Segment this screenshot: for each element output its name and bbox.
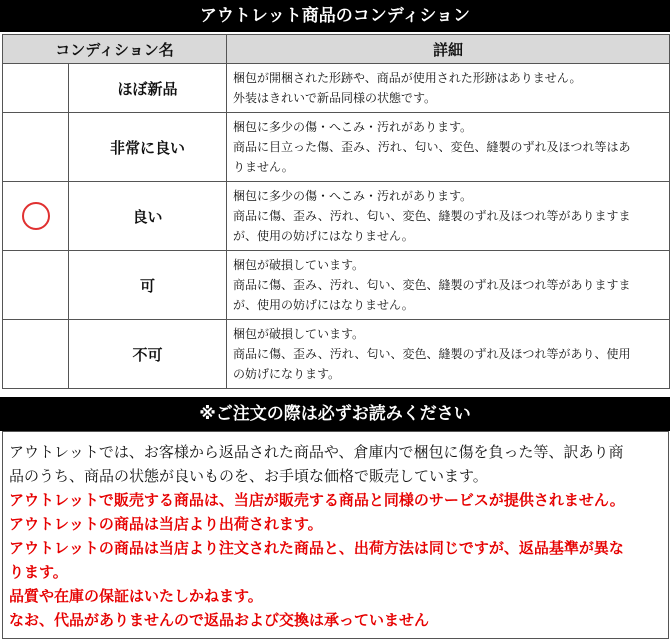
detail-line: 梱包に多少の傷・へこみ・汚れがあります。 [233,120,473,134]
table-row [3,320,670,389]
grade-name: 非常に良い [69,113,227,182]
detail-line: 商品に傷、歪み、汚れ、匂い、変色、縫製のずれ及ほつれ等があり、使用 [233,347,631,361]
notice-warning-line: アウトレットで販売する商品は、当店が販売する商品と同様のサービスが提供されません。 [9,491,625,509]
detail-line: 外装はきれいで新品同様の状態です。 [233,91,437,105]
grade-column-header: コンディション名 [3,35,227,64]
grade-detail [227,251,670,320]
notice-warning-line: ります。 [9,563,68,581]
detail-line: が、使用の妨げにはなりません。 [233,229,414,243]
mark-cell [3,251,69,320]
table-row [3,113,670,182]
selected-circle-icon [22,202,50,230]
detail-line: 梱包が破損しています。 [233,258,365,272]
grade-detail [227,320,670,389]
condition-section-title: アウトレット商品のコンディション [0,0,670,32]
detail-line: 梱包が開梱された形跡や、商品が使用された形跡はありません。 [233,71,582,85]
table-header-row [3,35,670,64]
notice-intro-line: 品のうち、商品の状態が良いものを、お手頃な価格で販売しています。 [9,467,488,485]
grade-name: 良い [69,182,227,251]
mark-cell [3,113,69,182]
mark-cell [3,182,69,251]
detail-line: の妨げになります。 [233,367,341,381]
detail-line: 商品に傷、歪み、汚れ、匂い、変色、縫製のずれ及ほつれ等がありますま [233,278,631,292]
detail-line: 商品に傷、歪み、汚れ、匂い、変色、縫製のずれ及ほつれ等がありますま [233,209,631,223]
mark-cell [3,64,69,113]
detail-line: 商品に目立った傷、歪み、汚れ、匂い、変色、縫製のずれ及ほつれ等はあ [233,140,631,154]
mark-cell [3,320,69,389]
condition-table [2,34,670,389]
detail-line: りません。 [233,160,294,174]
grade-detail [227,182,670,251]
grade-name: 可 [69,251,227,320]
table-row [3,64,670,113]
notice-warning-line: アウトレットの商品は当店より注文された商品と、出荷方法は同じですが、返品基準が異な [9,539,624,557]
detail-column-header: 詳細 [227,35,670,64]
grade-detail [227,113,670,182]
table-row [3,182,670,251]
grade-name: 不可 [69,320,227,389]
detail-line: が、使用の妨げにはなりません。 [233,298,414,312]
detail-line: 梱包が破損しています。 [233,327,365,341]
grade-name: ほぼ新品 [69,64,227,113]
notice-section-title: ※ご注文の際は必ずお読みください [0,397,670,431]
detail-line: 梱包に多少の傷・へこみ・汚れがあります。 [233,189,473,203]
notice-warning-line: なお、代品がありませんので返品および交換は承っていません [9,611,430,629]
notice-warning-line: アウトレットの商品は当店より出荷されます。 [9,515,323,533]
notice-intro-line: アウトレットでは、お客様から返品された商品や、倉庫内で梱包に傷を負った等、訳あり商 [9,443,624,461]
grade-detail [227,64,670,113]
table-row [3,251,670,320]
notice-box [2,431,669,639]
notice-warning-line: 品質や在庫の保証はいたしかねます。 [9,587,263,605]
